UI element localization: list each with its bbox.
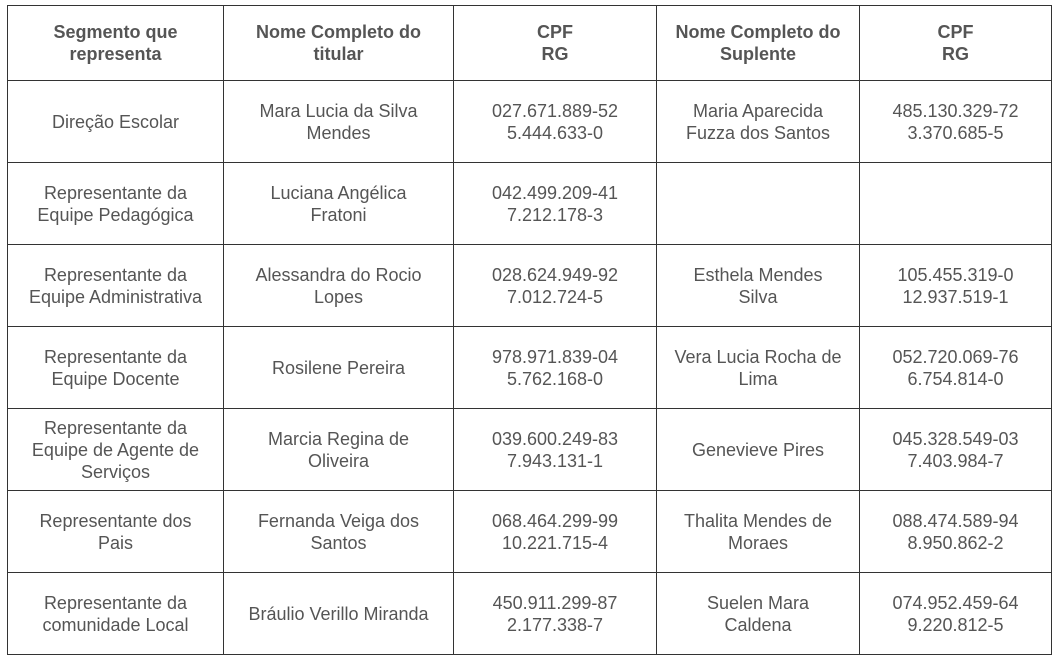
cell-line: 088.474.589-94 xyxy=(892,510,1019,531)
cell-line: Equipe de Agente de xyxy=(31,439,200,460)
cell-line: Luciana Angélica xyxy=(270,182,407,203)
header-line: representa xyxy=(69,44,162,64)
cell-segment xyxy=(8,81,224,163)
header-titular-cpf-rg xyxy=(454,6,657,81)
cell-line: Genevieve Pires xyxy=(691,439,825,460)
cell-line: Oliveira xyxy=(307,450,369,471)
cell-suplente-cpf-rg xyxy=(860,409,1052,491)
cell-segment xyxy=(8,245,224,327)
header-row xyxy=(8,6,1052,81)
cell-line: 8.950.862-2 xyxy=(907,532,1004,553)
header-suplente-cpf-rg xyxy=(860,6,1052,81)
cell-line: Bráulio Verillo Miranda xyxy=(248,603,429,624)
cell-line: Representante da xyxy=(43,182,188,203)
cell-suplente-cpf-rg xyxy=(860,81,1052,163)
table-row xyxy=(8,163,1052,245)
header-line: RG xyxy=(942,44,969,64)
cell-titular-cpf-rg xyxy=(454,163,657,245)
cell-suplente-cpf-rg xyxy=(860,573,1052,655)
cell-line: Representante da xyxy=(43,592,188,613)
cell-line: Equipe Administrativa xyxy=(28,286,203,307)
cell-line: Caldena xyxy=(724,614,792,635)
cell-suplente-cpf-rg xyxy=(860,491,1052,573)
cell-line: Mara Lucia da Silva xyxy=(259,100,418,121)
cell-line: Suelen Mara xyxy=(706,592,810,613)
table-row xyxy=(8,409,1052,491)
cell-line: Silva xyxy=(738,286,778,307)
cell-titular-name xyxy=(224,573,454,655)
cell-line: 105.455.319-0 xyxy=(897,264,1014,285)
cell-line: 7.943.131-1 xyxy=(506,450,604,471)
cell-line: Rosilene Pereira xyxy=(271,357,406,378)
cell-titular-cpf-rg xyxy=(454,573,657,655)
table-row xyxy=(8,81,1052,163)
cell-segment xyxy=(8,573,224,655)
cell-titular-cpf-rg xyxy=(454,245,657,327)
council-members-table-container xyxy=(7,5,1052,655)
header-segment xyxy=(8,6,224,81)
cell-line: 028.624.949-92 xyxy=(491,264,619,285)
cell-line: Representante da xyxy=(43,264,188,285)
cell-line: Alessandra do Rocio xyxy=(255,264,422,285)
cell-suplente-name xyxy=(657,81,860,163)
cell-line: 12.937.519-1 xyxy=(902,286,1009,307)
cell-line: 3.370.685-5 xyxy=(907,122,1004,143)
cell-titular-cpf-rg xyxy=(454,409,657,491)
cell-line: 485.130.329-72 xyxy=(892,100,1019,121)
cell-titular-name xyxy=(224,409,454,491)
cell-line: Fernanda Veiga dos xyxy=(257,510,420,531)
cell-line: 039.600.249-83 xyxy=(491,428,619,449)
cell-segment xyxy=(8,327,224,409)
cell-line: Equipe Docente xyxy=(51,368,180,389)
cell-titular-name xyxy=(224,81,454,163)
cell-line: 027.671.889-52 xyxy=(491,100,619,121)
cell-titular-cpf-rg xyxy=(454,81,657,163)
cell-line: Fratoni xyxy=(310,204,367,225)
cell-line: 7.012.724-5 xyxy=(506,286,604,307)
cell-line: Pais xyxy=(97,532,133,553)
cell-suplente-name xyxy=(657,491,860,573)
header-line: Nome Completo do xyxy=(675,22,841,42)
cell-suplente-name xyxy=(657,327,860,409)
cell-line: Serviços xyxy=(80,461,151,482)
cell-segment xyxy=(8,163,224,245)
council-members-table xyxy=(7,5,1052,655)
cell-line: Representante dos xyxy=(39,510,192,531)
cell-titular-cpf-rg xyxy=(454,327,657,409)
cell-line: 978.971.839-04 xyxy=(491,346,619,367)
cell-line: 068.464.299-99 xyxy=(491,510,619,531)
cell-titular-name xyxy=(224,163,454,245)
cell-line: 042.499.209-41 xyxy=(491,182,619,203)
header-line: Segmento que xyxy=(53,22,178,42)
header-line: CPF xyxy=(537,22,573,42)
cell-line: 045.328.549-03 xyxy=(892,428,1019,449)
cell-line: comunidade Local xyxy=(42,614,189,635)
cell-line: 2.177.338-7 xyxy=(506,614,604,635)
cell-suplente-name xyxy=(657,245,860,327)
cell-line: Moraes xyxy=(727,532,789,553)
table-row xyxy=(8,327,1052,409)
header-line: Suplente xyxy=(719,44,796,64)
cell-titular-name xyxy=(224,327,454,409)
cell-titular-cpf-rg xyxy=(454,491,657,573)
cell-line: Direção Escolar xyxy=(51,111,180,132)
header-line: Nome Completo do xyxy=(256,22,421,42)
table-row xyxy=(8,491,1052,573)
cell-line: 9.220.812-5 xyxy=(907,614,1004,635)
header-line: RG xyxy=(541,44,569,64)
cell-line: Equipe Pedagógica xyxy=(37,204,194,225)
cell-line: 074.952.459-64 xyxy=(892,592,1019,613)
cell-line: 6.754.814-0 xyxy=(907,368,1004,389)
cell-line: Lopes xyxy=(313,286,364,307)
table-row xyxy=(8,245,1052,327)
cell-line: Marcia Regina de xyxy=(267,428,410,449)
cell-line: Vera Lucia Rocha de xyxy=(674,346,842,367)
cell-line: Mendes xyxy=(306,122,371,143)
table-row xyxy=(8,573,1052,655)
cell-line: 5.762.168-0 xyxy=(506,368,604,389)
cell-line: Santos xyxy=(310,532,367,553)
cell-line: 7.403.984-7 xyxy=(907,450,1004,471)
cell-suplente-cpf-rg xyxy=(860,327,1052,409)
cell-suplente-cpf-rg xyxy=(860,163,1052,245)
cell-line: Representante da xyxy=(43,346,188,367)
header-line: CPF xyxy=(937,22,974,42)
cell-suplente-name xyxy=(657,573,860,655)
cell-line: 450.911.299-87 xyxy=(492,592,618,613)
cell-titular-name xyxy=(224,491,454,573)
header-titular-name xyxy=(224,6,454,81)
cell-line: Fuzza dos Santos xyxy=(685,122,831,143)
cell-suplente-name xyxy=(657,163,860,245)
cell-suplente-name xyxy=(657,409,860,491)
cell-line: Representante da xyxy=(43,417,188,438)
cell-titular-name xyxy=(224,245,454,327)
cell-line: Thalita Mendes de xyxy=(683,510,833,531)
cell-line: 5.444.633-0 xyxy=(506,122,604,143)
cell-line: 052.720.069-76 xyxy=(892,346,1019,367)
header-suplente-name xyxy=(657,6,860,81)
cell-suplente-cpf-rg xyxy=(860,245,1052,327)
cell-segment xyxy=(8,491,224,573)
cell-line: 7.212.178-3 xyxy=(506,204,604,225)
cell-line: Esthela Mendes xyxy=(693,264,823,285)
cell-segment xyxy=(8,409,224,491)
cell-line: 10.221.715-4 xyxy=(501,532,609,553)
header-line: titular xyxy=(313,44,364,64)
cell-line: Lima xyxy=(738,368,778,389)
cell-line: Maria Aparecida xyxy=(692,100,824,121)
